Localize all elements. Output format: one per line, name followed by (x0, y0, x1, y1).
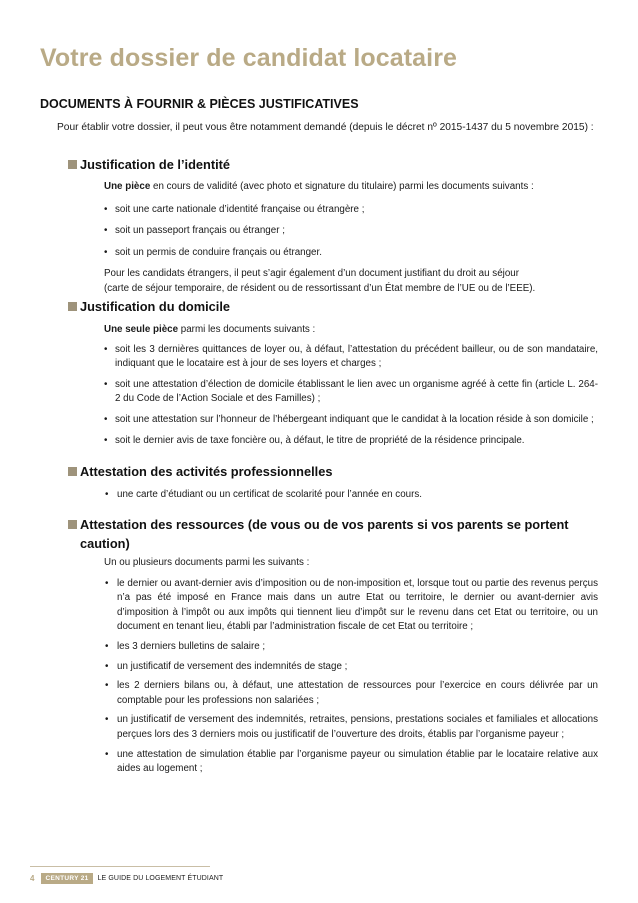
list-item: • soit le dernier avis de taxe foncière ou, à défaut, le titre de propriété de la résidence principale. (104, 434, 598, 449)
identite-note-line2: (carte de séjour temporaire, de résident ou de ressortissant d’un État membre de l’UE ou de l’EEE). (104, 282, 536, 294)
guide-title: LE GUIDE DU LOGEMENT ÉTUDIANT (97, 874, 224, 882)
list-item: • le dernier ou avant-dernier avis d’imposition ou de non-imposition et, lorsque tout ou partie des revenus perçus n’a pas été imposé en France mais dans un autre Etat ou territoire, le dernier ou avant-dernier avis d’imposition à l’impôt ou aux impôts qui tiennent lieu d’impôt sur le revenu dans cet Etat ou territoire, ou un document en tenant lieu, établi par l’administration fiscale de cet Etat ou territoire ; (105, 577, 598, 633)
ressources-lead: Un ou plusieurs documents parmi les suivants : (104, 557, 310, 568)
block-domicile (104, 323, 598, 448)
bullet-icon: • (104, 434, 108, 446)
brand-logo: CENTURY 21 (41, 873, 92, 884)
identite-lead: Une pièce en cours de validité (avec photo et signature du titulaire) parmi les documents suivants : (104, 181, 534, 192)
heading-domicile: Justification du domicile (68, 298, 608, 316)
bullet-icon: • (104, 225, 108, 237)
square-bullet-icon (68, 520, 77, 529)
heading-identite: Justification de l’identité (68, 156, 608, 174)
bullet-icon: • (104, 343, 108, 355)
list-item: • les 2 derniers bilans ou, à défaut, une attestation de ressources pour l’exercice en cours délivrée par un comptable pour les professions non salariées ; (105, 680, 598, 706)
list-item: • soit les 3 dernières quittances de loyer ou, à défaut, l’attestation du précédent bailleur, ou de son mandataire, indiquant que le locataire est à jour de ses loyers et charges ; (104, 343, 598, 370)
square-bullet-icon (68, 160, 77, 169)
domicile-lead: Une seule pièce parmi les documents suivants : (104, 324, 316, 335)
square-bullet-icon (68, 302, 77, 311)
list-item: • une attestation de simulation établie par l’organisme payeur ou simulation établie par le locataire relative aux aides au logement ; (105, 748, 598, 775)
block-ressources (104, 556, 598, 777)
intro-paragraph: Pour établir votre dossier, il peut vous être notamment demandé (depuis le décret nº 2015-1437 du 5 novembre 2015) : (57, 122, 594, 133)
bullet-icon: • (104, 413, 108, 425)
page-title: Votre dossier de candidat locataire (40, 44, 458, 72)
list-item: • soit une attestation sur l’honneur de l’hébergeant indiquant que le candidat à la location réside à son domicile ; (104, 413, 598, 428)
list-item: • un justificatif de versement des indemnités, retraites, pensions, prestations sociales et familiales et allocations perçues lors des 3 derniers mois ou justificatif de l’ouverture des droits, établis par l’organisme payeur ; (105, 714, 598, 740)
bullet-icon: • (105, 660, 109, 672)
list-item: • une carte d’étudiant ou un certificat de scolarité pour l’année en cours. (104, 488, 598, 503)
list-item: • un justificatif de versement des indemnités de stage ; (104, 660, 598, 675)
footer (30, 871, 223, 885)
bullet-icon: • (105, 680, 109, 692)
page-number: 4 (30, 873, 35, 883)
identite-note-line1: Pour les candidats étrangers, il peut s’agir également d’un document justifiant du droit au séjour (104, 268, 519, 280)
footer-divider (30, 866, 210, 867)
section-subtitle: DOCUMENTS À FOURNIR & PIÈCES JUSTIFICATIVES (40, 97, 359, 111)
bullet-icon: • (104, 378, 108, 390)
bullet-icon: • (105, 577, 109, 589)
list-item: • soit une carte nationale d’identité française ou étrangère ; (104, 203, 598, 218)
heading-activites: Attestation des activités professionnelles (68, 463, 608, 481)
bullet-icon: • (105, 748, 109, 760)
bullet-icon: • (105, 489, 109, 500)
list-item: • soit une attestation d’élection de domicile établissant le lien avec un organisme agréé à cette fin (article L. 264-2 du Code de l’Action Sociale et des Familles) ; (104, 378, 598, 405)
square-bullet-icon (68, 467, 77, 476)
bullet-icon: • (105, 714, 109, 726)
heading-ressources: Attestation des ressources (de vous ou de vos parents si vos parents se portent caution) (68, 515, 620, 553)
list-item: • les 3 derniers bulletins de salaire ; (104, 640, 598, 655)
list-item: • soit un permis de conduire français ou étranger. (104, 246, 598, 261)
block-activites (104, 488, 598, 503)
bullet-icon: • (105, 640, 109, 652)
bullet-icon: • (104, 246, 108, 258)
bullet-icon: • (104, 203, 108, 215)
list-item: • soit un passeport français ou étranger ; (104, 224, 598, 239)
block-identite (104, 180, 598, 297)
